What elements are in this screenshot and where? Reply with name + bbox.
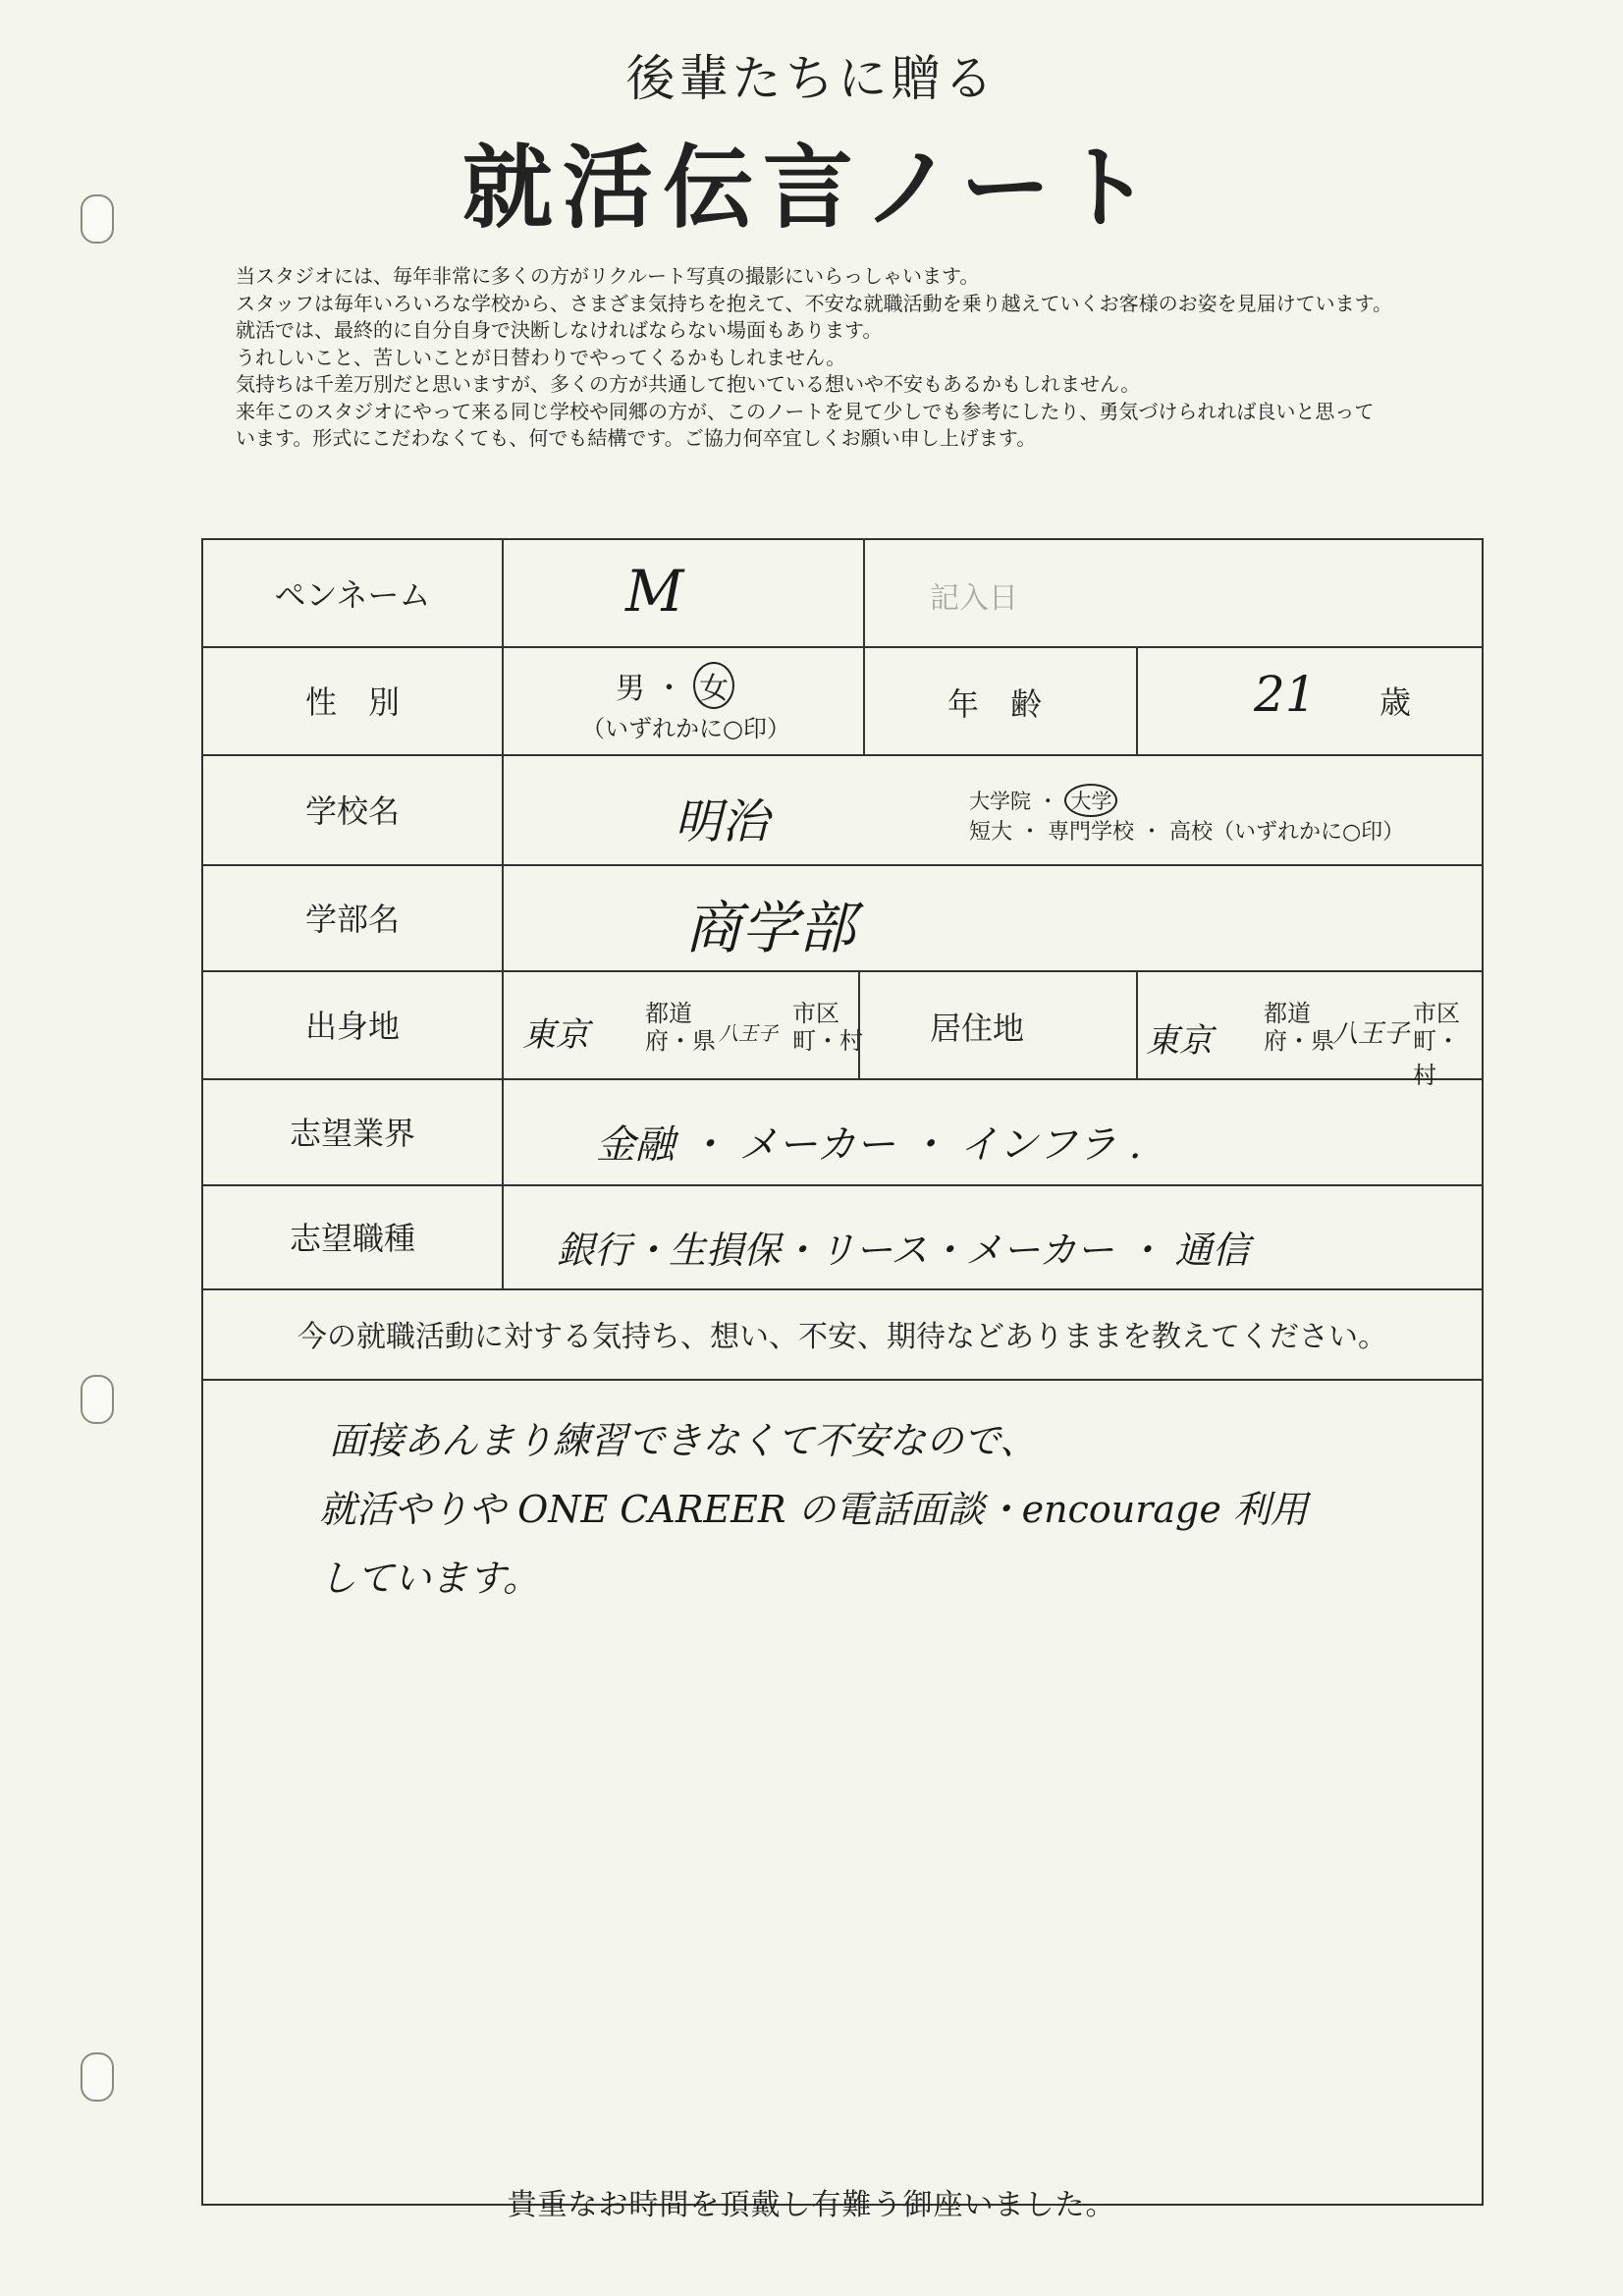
origin-city-value[interactable]: 八王子	[719, 1021, 778, 1045]
school-type-graduate[interactable]: 大学院	[969, 790, 1031, 813]
intro-line: うれしいこと、苦しいことが日替わりでやってくるかもしれません。	[236, 345, 846, 369]
residence-pref-opts-bottom: 府・県	[1264, 1027, 1334, 1055]
industry-value[interactable]: 金融 ・ メーカー ・ インフラ .	[596, 1122, 1142, 1168]
redaction	[867, 546, 1142, 570]
origin-city-opts-top: 市区	[792, 1000, 839, 1027]
date-label: 記入日	[930, 581, 1018, 616]
row-industry	[203, 1078, 1482, 1186]
closing-message: 貴重なお時間を頂戴し有難う御座いました。	[507, 2188, 1116, 2222]
residence-city-opts-bottom: 町・村	[1413, 1027, 1460, 1089]
answer-line: 就活やりや ONE CAREER の電話面談・encourage 利用	[319, 1488, 1308, 1531]
penname-value[interactable]: M	[625, 558, 684, 625]
intro-text	[236, 263, 1591, 453]
origin-pref-value[interactable]: 東京	[522, 1015, 589, 1055]
page-title: 就活伝言ノート	[461, 136, 1162, 241]
age-unit: 歳	[1380, 683, 1412, 721]
row-school	[203, 754, 1482, 866]
row-faculty	[203, 864, 1482, 972]
origin-city-opts-bottom: 町・村	[792, 1027, 863, 1055]
intro-line: います。形式にこだわなくても、何でも結構です。ご協力何卒宜しくお願い申し上げます。	[236, 426, 1037, 450]
intro-line: 気持ちは千差万別だと思いますが、多くの方が共通して抱いている想いや不安もあるかもしれません。	[236, 372, 1141, 396]
intro-line: スタッフは毎年いろいろな学校から、さまざま気持ちを抱えて、不安な就職活動を乗り越えていくお客様のお姿を見届けています。	[236, 291, 1392, 315]
row-gender-age	[203, 646, 1482, 756]
binder-hole-middle	[81, 1375, 114, 1424]
intro-line: 来年このスタジオにやって来る同じ学校や同郷の方が、このノートを見て少しでも参考にしたり、勇気づけられれば良いと思って	[236, 399, 1375, 423]
faculty-value[interactable]: 商学部	[684, 895, 856, 961]
page-subtitle: 後輩たちに贈る	[625, 50, 998, 107]
residence-pref-opts-top: 都道	[1264, 1000, 1311, 1027]
gender-divider	[863, 646, 865, 754]
residence-pref-value[interactable]: 東京	[1146, 1021, 1213, 1061]
binder-hole-bottom	[81, 2052, 114, 2102]
age-label: 年 齢	[947, 685, 1043, 723]
age-divider	[1136, 646, 1138, 754]
row-question	[203, 1288, 1482, 1381]
origin-pref-opts-top: 都道	[645, 1000, 692, 1027]
intro-line: 就活では、最終的に自分自身で決断しなければならない場面もあります。	[236, 318, 883, 342]
answer-line: 面接あんまり練習できなくて不安なので、	[329, 1419, 1038, 1462]
gender-options	[616, 662, 734, 709]
school-types-line2: 短大 ・ 専門学校 ・ 高校（いずれかに○印）	[969, 820, 1405, 845]
question-text: 今の就職活動に対する気持ち、想い、不安、期待などありままを教えてください。	[298, 1320, 1387, 1354]
row-penname	[203, 540, 1482, 648]
school-type-university-circled[interactable]: 大学	[1064, 784, 1117, 817]
gender-male[interactable]: 男	[616, 672, 645, 706]
gender-female-circled[interactable]: 女	[693, 662, 734, 709]
gender-note: （いずれかに○印）	[581, 715, 790, 742]
gender-dot: ・	[654, 672, 684, 706]
residence-divider	[1136, 970, 1138, 1078]
gender-label: 性 別	[203, 646, 504, 754]
job-label: 志望職種	[203, 1184, 504, 1288]
residence-city-value[interactable]: 八王子	[1332, 1019, 1410, 1049]
answer-area[interactable]	[203, 1381, 1482, 2204]
age-value[interactable]: 21	[1254, 666, 1317, 723]
residence-city-opts-top: 市区	[1413, 1000, 1460, 1027]
school-value[interactable]: 明治	[675, 794, 770, 849]
penname-label: ペンネーム	[203, 540, 504, 646]
row-origin	[203, 970, 1482, 1089]
origin-divider	[858, 970, 860, 1078]
origin-pref-opts-bottom: 府・県	[645, 1027, 716, 1055]
industry-label: 志望業界	[203, 1078, 504, 1184]
answer-line: しています。	[319, 1557, 540, 1600]
intro-line: 当スタジオには、毎年非常に多くの方がリクルート写真の撮影にいらっしゃいます。	[236, 264, 980, 288]
faculty-label: 学部名	[203, 864, 504, 970]
residence-label: 居住地	[930, 1010, 1025, 1047]
penname-divider	[863, 540, 865, 646]
form-box	[201, 538, 1484, 2206]
school-types-line1: 大学院 ・ 大学	[969, 784, 1117, 817]
school-label: 学校名	[203, 754, 504, 864]
row-job	[203, 1184, 1482, 1290]
job-value[interactable]: 銀行・生損保・リース・メーカー ・ 通信	[557, 1229, 1250, 1272]
origin-label: 出身地	[203, 970, 504, 1078]
